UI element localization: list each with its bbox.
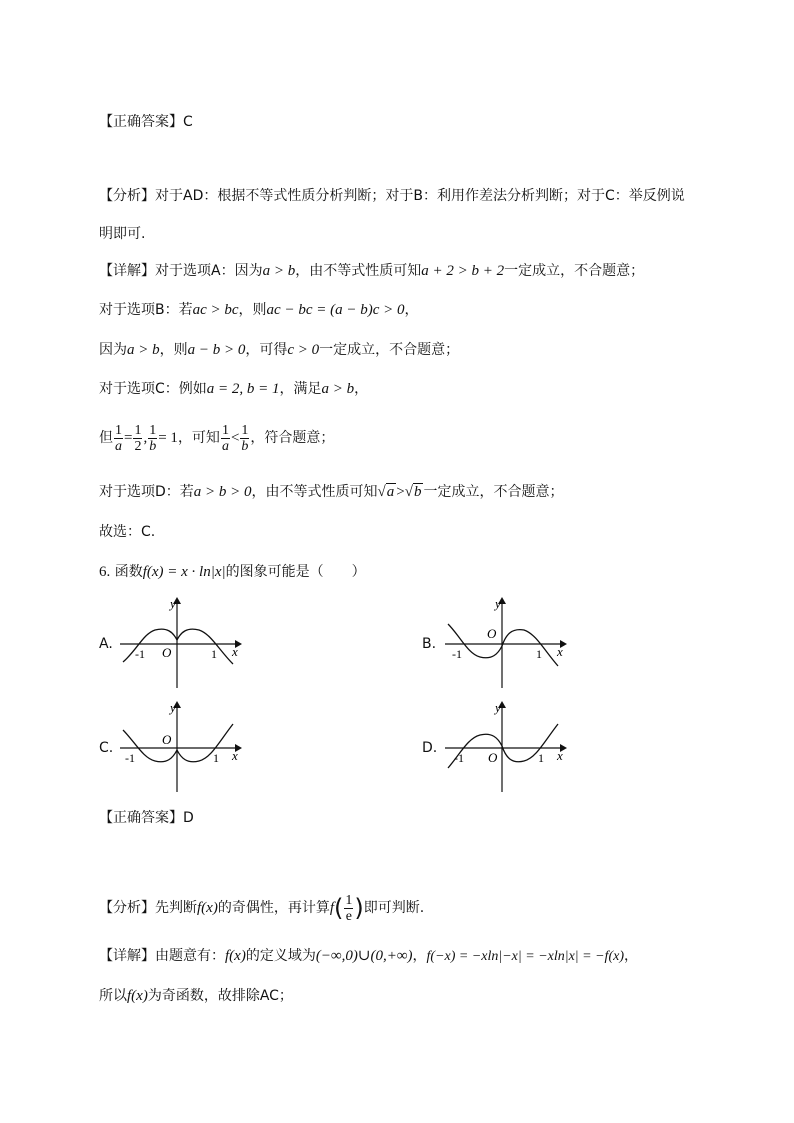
- tick-neg-1: -1: [454, 751, 464, 765]
- frac-num: 1: [345, 892, 353, 908]
- fraction: [133, 423, 142, 454]
- paren-close: ): [354, 894, 364, 922]
- math-op: ,: [143, 430, 148, 446]
- detail-text: 对于选项B：若: [99, 302, 193, 318]
- detail-line-6: [99, 482, 563, 502]
- detail2-line-1: [99, 946, 638, 967]
- y-label: y: [170, 596, 176, 611]
- frac-num: 1: [115, 422, 122, 438]
- option-d-label: D.: [422, 740, 438, 756]
- answer-label: 【正确答案】: [99, 114, 183, 130]
- detail-text: 由题意有：: [155, 948, 225, 964]
- x-label: x: [557, 748, 563, 763]
- y-label: y: [495, 700, 501, 715]
- graph-option-d: [440, 698, 570, 794]
- x-label: x: [557, 644, 563, 659]
- math-expr: ac > bc: [192, 302, 239, 318]
- detail-text: 一定成立，不合题意；: [423, 484, 564, 500]
- origin-label: O: [488, 750, 498, 765]
- detail-text: 的定义域为: [245, 948, 316, 964]
- y-label: y: [495, 596, 501, 611]
- analysis-text-cont: 明即可.: [99, 226, 146, 242]
- option-c-label: C.: [99, 740, 114, 756]
- question-number: 6.: [99, 564, 111, 580]
- math-expr: (−∞,0)∪(0,+∞): [315, 948, 413, 964]
- detail-text: ，符合题意；: [250, 430, 335, 446]
- origin-label: O: [487, 626, 497, 641]
- question-function: f(x) = x · ln|x|: [142, 564, 226, 580]
- frac-den: a: [221, 438, 229, 454]
- math-expr: f(x): [127, 988, 148, 1004]
- detail-line-7: [99, 522, 155, 542]
- detail-line-4: [99, 379, 368, 399]
- math-op: <: [230, 430, 240, 446]
- detail-text: ，可知: [177, 430, 220, 446]
- fraction: [114, 423, 123, 454]
- math-expr: ac − bc = (a − b)c > 0: [266, 302, 405, 318]
- graph-option-b: [440, 594, 570, 690]
- detail-line-2: [99, 300, 419, 320]
- detail-text: ，由不等式性质可知: [251, 484, 378, 500]
- graph-option-c: [115, 698, 245, 794]
- math-op: =: [124, 430, 133, 446]
- detail-label: 【详解】: [99, 948, 155, 964]
- detail-label: 【详解】: [99, 263, 155, 279]
- fraction: [148, 423, 157, 454]
- radicand: b: [413, 484, 422, 500]
- math-expr: a + 2 > b + 2: [421, 263, 505, 279]
- frac-den: b: [241, 438, 249, 454]
- answer-value: C: [183, 114, 193, 130]
- analysis-text: 先判断: [155, 900, 197, 916]
- detail-text: 一定成立，不合题意；: [319, 342, 460, 358]
- frac-num: 1: [149, 422, 157, 438]
- analysis-line-1: [99, 186, 685, 206]
- fraction: [344, 893, 353, 924]
- detail2-line-2: [99, 986, 293, 1006]
- tick-neg-1: -1: [135, 647, 145, 661]
- frac-num: 1: [241, 422, 249, 438]
- math-expr: a > b: [127, 342, 160, 358]
- detail-text: 为奇函数，故排除AC；: [147, 988, 293, 1004]
- frac-num: 1: [134, 422, 142, 438]
- detail-text: ，: [623, 948, 638, 964]
- frac-den: 2: [134, 438, 142, 454]
- detail-text: ，则: [238, 302, 267, 318]
- frac-den: e: [345, 908, 352, 924]
- fraction: [221, 423, 230, 454]
- math-expr: f(x): [197, 900, 218, 916]
- tick-neg-1: -1: [125, 751, 135, 765]
- tick-1: 1: [536, 647, 542, 661]
- analysis-text: 对于AD：根据不等式性质分析判断；对于B：利用作差法分析判断；对于C：举反例说: [155, 188, 685, 204]
- tick-neg-1: -1: [452, 647, 462, 661]
- detail-text: ，满足: [279, 381, 322, 397]
- detail-text: ，则: [159, 342, 188, 358]
- graph-option-a: [115, 594, 245, 690]
- radicand: a: [386, 484, 395, 500]
- math-expr: f: [329, 900, 334, 916]
- option-b-label: B.: [422, 636, 437, 652]
- detail-text: 一定成立，不合题意；: [504, 263, 645, 279]
- analysis-text: 的奇偶性，再计算: [217, 900, 330, 916]
- question-text: 函数: [114, 564, 143, 580]
- analysis-line-2: [99, 224, 145, 244]
- frac-den: a: [115, 438, 122, 454]
- math-expr: c > 0: [287, 342, 320, 358]
- tick-1: 1: [538, 751, 544, 765]
- detail-text: ，: [354, 381, 369, 397]
- detail-text: ，: [404, 302, 419, 318]
- paren-open: (: [334, 894, 344, 922]
- answer-line-1: [99, 112, 193, 132]
- frac-den: b: [149, 438, 157, 454]
- math-op: >: [396, 484, 405, 500]
- answer-label: 【正确答案】: [99, 810, 183, 826]
- answer-line-2: [99, 808, 194, 828]
- detail-text: ，: [412, 948, 427, 964]
- detail-text: 因为: [99, 342, 127, 358]
- x-label: x: [232, 644, 238, 659]
- math-expr: f(x): [225, 948, 246, 964]
- math-op: = 1: [158, 430, 178, 446]
- answer-value: D: [183, 810, 194, 826]
- origin-label: O: [162, 732, 172, 747]
- fraction: [240, 423, 249, 454]
- option-a-label: A.: [99, 636, 113, 652]
- analysis-label: 【分析】: [99, 900, 155, 916]
- detail-line-3: [99, 340, 459, 360]
- detail-text: 所以: [99, 988, 127, 1004]
- detail-text: ，由不等式性质可知: [295, 263, 422, 279]
- detail-text: ，可得: [245, 342, 288, 358]
- math-expr: a − b > 0: [187, 342, 246, 358]
- question-text: 的图象可能是（ ）: [225, 564, 366, 580]
- frac-num: 1: [221, 422, 229, 438]
- analysis-label: 【分析】: [99, 188, 155, 204]
- question-6: [99, 562, 366, 582]
- tick-1: 1: [213, 751, 219, 765]
- origin-label: O: [162, 645, 172, 660]
- analysis-text: 即可判断.: [363, 900, 425, 916]
- math-expr: a > b > 0: [193, 484, 252, 500]
- detail-line-5: [99, 418, 334, 458]
- sqrt-a: √a: [377, 484, 395, 500]
- detail-text: 对于选项A：因为: [155, 263, 263, 279]
- x-label: x: [232, 748, 238, 763]
- tick-1: 1: [211, 647, 217, 661]
- math-expr: a = 2, b = 1: [206, 381, 280, 397]
- math-expr: a > b: [321, 381, 355, 397]
- detail-text: 但: [99, 430, 113, 446]
- math-expr: a > b: [262, 263, 296, 279]
- detail-text: 对于选项D：若: [99, 484, 194, 500]
- analysis-line-3: [99, 888, 424, 928]
- y-label: y: [170, 700, 176, 715]
- detail-text: 对于选项C：例如: [99, 381, 207, 397]
- detail-line-1: [99, 261, 644, 281]
- conclusion-text: 故选：C.: [99, 524, 156, 540]
- math-expr: f(−x) = −xln|−x| = −xln|x| = −f(x): [426, 949, 624, 964]
- sqrt-b: √b: [404, 484, 422, 500]
